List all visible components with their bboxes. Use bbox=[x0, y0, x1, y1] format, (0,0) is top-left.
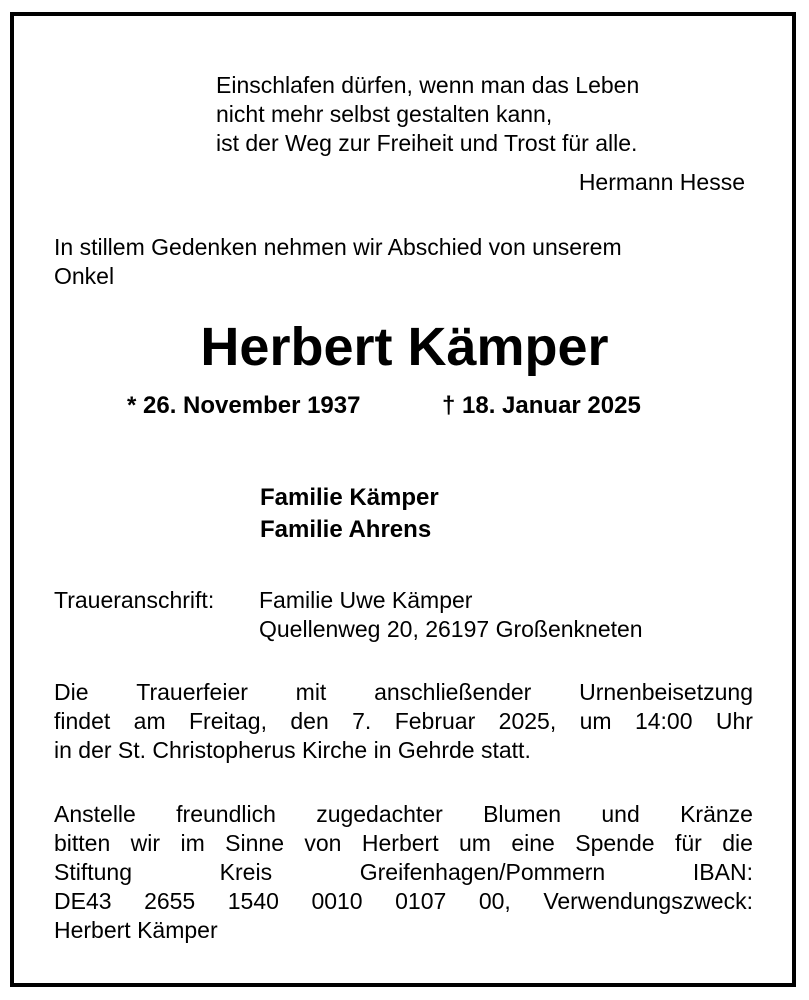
mourning-families bbox=[260, 482, 439, 546]
donation-line: Herbert Kämper bbox=[54, 917, 218, 943]
donation-line: DE43 2655 1540 0010 0107 00, Verwendungszweck: bbox=[54, 888, 753, 914]
donation-line: bitten wir im Sinne von Herbert um eine Spende für die bbox=[54, 830, 753, 856]
quote-author: Hermann Hesse bbox=[578, 169, 745, 195]
quote-line: Einschlafen dürfen, wenn man das Leben bbox=[216, 72, 640, 98]
intro-text bbox=[54, 233, 754, 291]
intro-line: Onkel bbox=[54, 263, 115, 289]
donation-paragraph bbox=[54, 800, 753, 945]
quote-block bbox=[216, 71, 639, 158]
address-street: Quellenweg 20, 26197 Großenkneten bbox=[259, 616, 643, 642]
quote-line: nicht mehr selbst gestalten kann, bbox=[216, 101, 553, 127]
intro-line: In stillem Gedenken nehmen wir Abschied von unserem bbox=[54, 234, 622, 260]
quote-line: ist der Weg zur Freiheit und Trost für alle. bbox=[216, 130, 638, 156]
family-name: Familie Kämper bbox=[260, 484, 439, 511]
address-label: Traueranschrift: bbox=[54, 587, 215, 613]
ceremony-line: Die Trauerfeier mit anschließender Urnenbeisetzung bbox=[54, 679, 753, 705]
death-date: † 18. Januar 2025 bbox=[442, 392, 641, 419]
deceased-name: Herbert Kämper bbox=[200, 317, 609, 377]
donation-line: Anstelle freundlich zugedachter Blumen und Kränze bbox=[54, 801, 753, 827]
family-name: Familie Ahrens bbox=[260, 516, 432, 543]
birth-date: * 26. November 1937 bbox=[127, 392, 361, 419]
ceremony-paragraph bbox=[54, 678, 753, 765]
ceremony-line: findet am Freitag, den 7. Februar 2025, um 14:00 Uhr bbox=[54, 708, 753, 734]
donation-line: Stiftung Kreis Greifenhagen/Pommern IBAN: bbox=[54, 859, 753, 885]
address-name: Familie Uwe Kämper bbox=[259, 587, 473, 613]
ceremony-line: in der St. Christopherus Kirche in Gehrde statt. bbox=[54, 737, 531, 763]
